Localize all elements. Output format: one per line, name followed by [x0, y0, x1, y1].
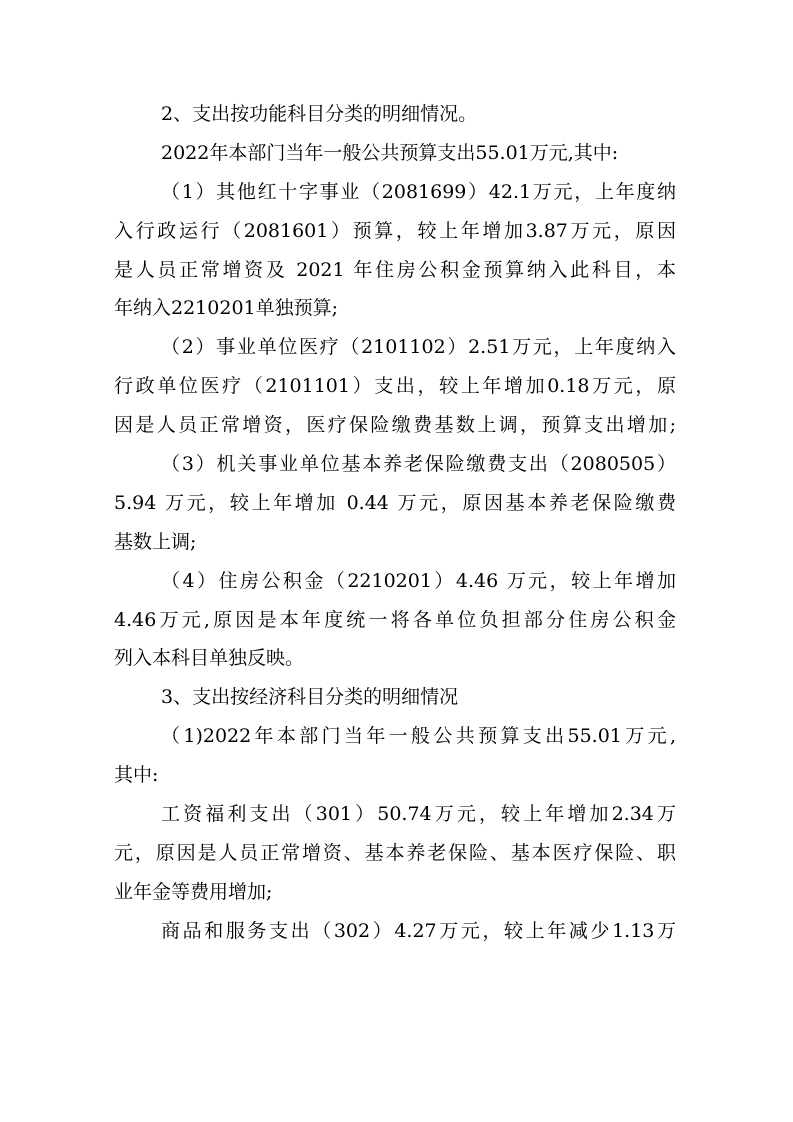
paragraph-line: 行政单位医疗（2101101）支出，较上年增加0.18万元，原	[114, 375, 676, 398]
paragraph-line: （1)2022年本部门当年一般公共预算支出55.01万元,	[161, 725, 676, 748]
paragraph-line: 商品和服务支出（302）4.27万元，较上年减少1.13万	[161, 919, 676, 942]
paragraph-line: 元，原因是人员正常增资、基本养老保险、基本医疗保险、职	[114, 841, 676, 864]
paragraph-line: 5.94 万元，较上年增加 0.44 万元，原因基本养老保险缴费	[114, 491, 676, 514]
paragraph-line: 入行政运行（2081601）预算，较上年增加3.87万元，原因	[114, 219, 676, 242]
paragraph-line: 是人员正常增资及 2021 年住房公积金预算纳入此科目，本	[114, 258, 676, 281]
paragraph-line: 基数上调;	[114, 530, 197, 553]
paragraph-line: 工资福利支出（301）50.74万元，较上年增加2.34万	[161, 803, 676, 826]
paragraph-line: （3）机关事业单位基本养老保险缴费支出（2080505）	[161, 453, 676, 476]
paragraph-line: 业年金等费用增加;	[114, 880, 273, 903]
section-heading-functional: 2、支出按功能科目分类的明细情况。	[161, 103, 478, 125]
paragraph-line: 因是人员正常增资，医疗保险缴费基数上调，预算支出增加;	[114, 414, 676, 437]
paragraph-line: 列入本科目单独反映。	[114, 647, 305, 670]
document-body	[114, 95, 676, 951]
paragraph-line: 4.46万元,原因是本年度统一将各单位负担部分住房公积金	[114, 608, 676, 631]
paragraph-line: （4）住房公积金（2210201）4.46 万元，较上年增加	[161, 569, 676, 592]
paragraph-line: （2）事业单位医疗（2101102）2.51万元，上年度纳入	[161, 336, 676, 359]
paragraph-line: 2022年本部门当年一般公共预算支出55.01万元,其中:	[161, 141, 619, 164]
paragraph-line: 其中:	[114, 764, 159, 787]
paragraph-line: 年纳入2210201单独预算;	[114, 297, 339, 320]
section-heading-economic: 3、支出按经济科目分类的明细情况	[161, 686, 459, 709]
paragraph-line: （1）其他红十字事业（2081699）42.1万元，上年度纳	[161, 180, 676, 203]
